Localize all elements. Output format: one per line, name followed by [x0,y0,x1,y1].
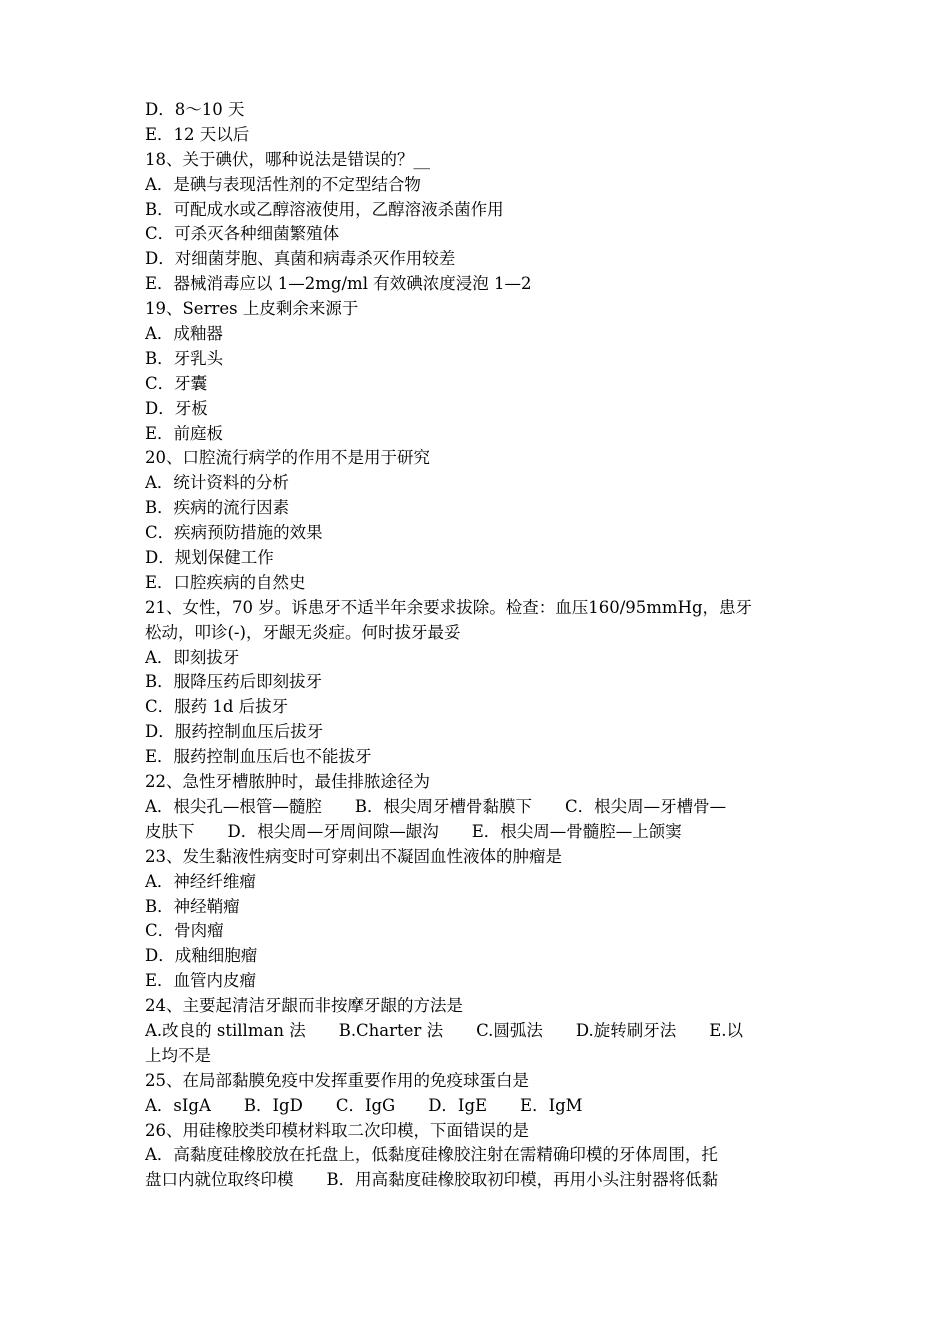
question-18: 18、关于碘伏，哪种说法是错误的？__ [145,149,430,169]
option-e: E．血管内皮瘤 [145,971,257,991]
question-19: 19、Serres 上皮剩余来源于 [145,299,359,319]
options-25: A．sIgA B．IgD C．IgG D．IgE E．IgM [145,1095,583,1115]
option-e: E．服药控制血压后也不能拔牙 [145,747,372,767]
option-d: D．对细菌芽胞、真菌和病毒杀灭作用较差 [145,249,456,269]
option-b: B．疾病的流行因素 [145,498,290,518]
options-24-line1: A.改良的 stillman 法 B.Charter 法 C.圆弧法 D.旋转刷牙法 E.以 [145,1020,744,1040]
options-24-line2: 上均不是 [145,1045,211,1065]
option-d: D．规划保健工作 [145,548,274,568]
question-20: 20、口腔流行病学的作用不是用于研究 [145,448,430,468]
option-b: B．牙乳头 [145,348,224,368]
options-22-line1: A．根尖孔—根管—髓腔 B．根尖周牙槽骨黏膜下 C．根尖周—牙槽骨— [145,796,727,816]
options-22-line2: 皮肤下 D．根尖周—牙周间隙—龈沟 E．根尖周—骨髓腔—上颌窦 [145,821,682,841]
options-26-line2: 盘口内就位取终印模 B．用高黏度硅橡胶取初印模，再用小头注射器将低黏 [145,1170,719,1190]
question-22: 22、急性牙槽脓肿时，最佳排脓途径为 [145,772,430,792]
option-e: E．前庭板 [145,423,224,443]
option-d: D．成釉细胞瘤 [145,946,258,966]
option-c: C．骨肉瘤 [145,921,224,941]
option-a: A．是碘与表现活性剂的不定型结合物 [145,174,421,194]
document-page [145,98,810,1193]
option-b: B．神经鞘瘤 [145,896,240,916]
question-23: 23、发生黏液性病变时可穿刺出不凝固血性液体的肿瘤是 [145,846,562,866]
option-a: A．神经纤维瘤 [145,871,256,891]
option-e: E．器械消毒应以 1—2mg/ml 有效碘浓度浸泡 1—2 [145,274,532,294]
question-24: 24、主要起清洁牙龈而非按摩牙龈的方法是 [145,996,463,1016]
options-26-line1: A．高黏度硅橡胶放在托盘上，低黏度硅橡胶注射在需精确印模的牙体周围，托 [145,1145,718,1165]
option-a: A．统计资料的分析 [145,473,289,493]
option-d: D．牙板 [145,398,208,418]
option-b: B．可配成水或乙醇溶液使用，乙醇溶液杀菌作用 [145,199,504,219]
option-a: A．即刻拔牙 [145,647,240,667]
option-c: C．牙囊 [145,373,208,393]
question-21: 21、女性，70 岁。诉患牙不适半年余要求拔除。检查：血压160/95mmHg，患牙 [145,597,753,617]
option-d: D．服药控制血压后拔牙 [145,722,324,742]
option-a: A．成釉器 [145,324,223,344]
text-line: E．12 天以后 [145,124,250,144]
option-c: C．可杀灭各种细菌繁殖体 [145,224,340,244]
question-21-cont: 松动，叩诊(-)，牙龈无炎症。何时拔牙最妥 [145,622,461,642]
option-c: C．疾病预防措施的效果 [145,523,323,543]
option-c: C．服药 1d 后拔牙 [145,697,289,717]
option-b: B．服降压药后即刻拔牙 [145,672,323,692]
question-26: 26、用硅橡胶类印模材料取二次印模，下面错误的是 [145,1120,529,1140]
question-25: 25、在局部黏膜免疫中发挥重要作用的免疫球蛋白是 [145,1070,529,1090]
text-line: D．8～10 天 [145,100,245,119]
option-e: E．口腔疾病的自然史 [145,572,306,592]
